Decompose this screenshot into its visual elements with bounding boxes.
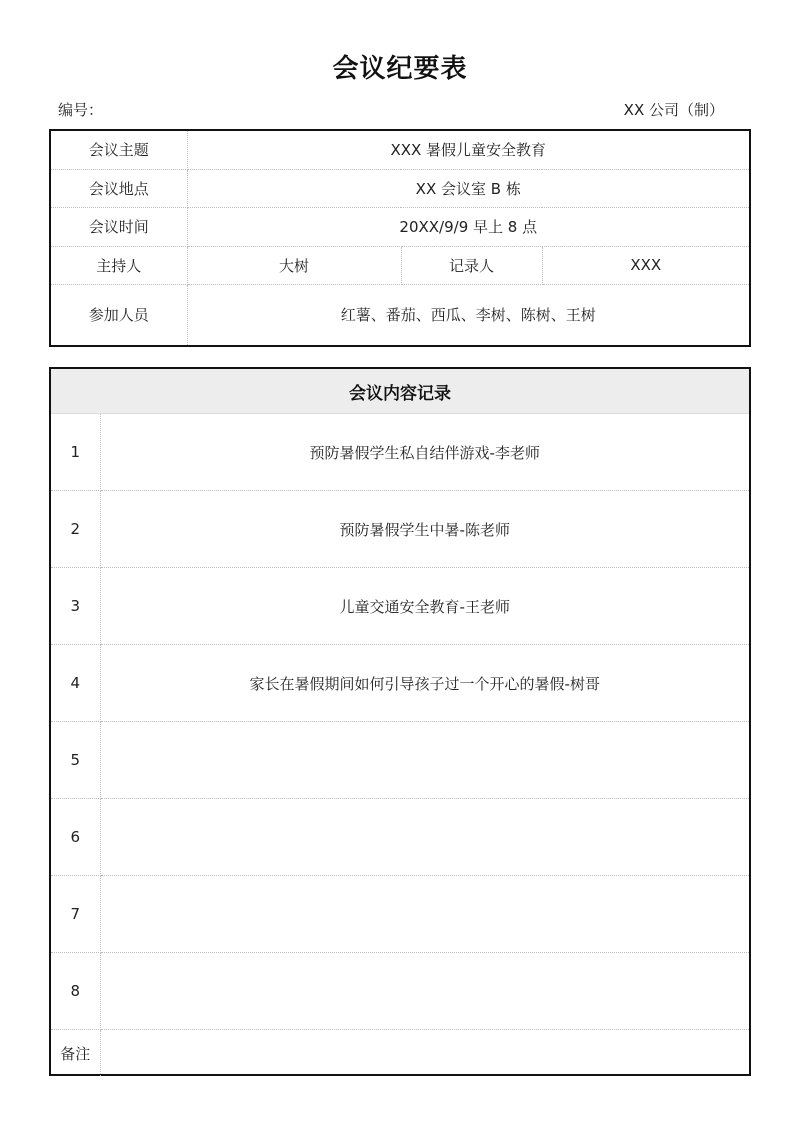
row-number: 8 bbox=[51, 953, 100, 1030]
row-number: 2 bbox=[51, 491, 100, 568]
row-text: 儿童交通安全教育-王老师 bbox=[100, 568, 749, 645]
page-title: 会议纪要表 bbox=[332, 54, 468, 84]
content-header-row bbox=[51, 369, 749, 414]
remark-label: 备注 bbox=[51, 1030, 100, 1077]
recorder-label: 记录人 bbox=[401, 246, 542, 284]
row-number: 5 bbox=[51, 722, 100, 799]
host-value: 大树 bbox=[187, 246, 401, 284]
content-row bbox=[51, 491, 749, 568]
topic-value: XXX 暑假儿童安全教育 bbox=[187, 131, 749, 169]
row-number: 3 bbox=[51, 568, 100, 645]
content-row bbox=[51, 645, 749, 722]
row-text: 家长在暑假期间如何引导孩子过一个开心的暑假-树哥 bbox=[100, 645, 749, 722]
topic-label: 会议主题 bbox=[51, 131, 187, 169]
host-label: 主持人 bbox=[51, 246, 187, 284]
meeting-info-table bbox=[49, 129, 751, 347]
attendees-value: 红薯、番茄、西瓜、李树、陈树、王树 bbox=[340, 306, 596, 325]
topic-row bbox=[51, 131, 749, 169]
host-recorder-row bbox=[51, 246, 749, 284]
document-number-label: 编号： bbox=[58, 101, 104, 119]
content-row bbox=[51, 876, 749, 953]
row-text: 预防暑假学生私自结伴游戏-李老师 bbox=[100, 414, 749, 491]
recorder-value: XXX bbox=[542, 246, 749, 284]
attendees-row bbox=[51, 284, 749, 345]
time-row bbox=[51, 208, 749, 246]
remark-value bbox=[100, 1030, 749, 1077]
company-label: XX 公司（制） bbox=[623, 101, 724, 119]
content-heading: 会议内容记录 bbox=[51, 369, 749, 414]
row-number: 1 bbox=[51, 414, 100, 491]
content-row bbox=[51, 722, 749, 799]
location-row bbox=[51, 169, 749, 207]
time-value: 20XX/9/9 早上 8 点 bbox=[187, 208, 749, 246]
row-text bbox=[100, 722, 749, 799]
row-number: 4 bbox=[51, 645, 100, 722]
content-row bbox=[51, 799, 749, 876]
content-row bbox=[51, 414, 749, 491]
location-value: XX 会议室 B 栋 bbox=[187, 169, 749, 207]
row-number: 7 bbox=[51, 876, 100, 953]
remark-row bbox=[51, 1030, 749, 1077]
content-row bbox=[51, 953, 749, 1030]
location-label: 会议地点 bbox=[51, 169, 187, 207]
row-text bbox=[100, 876, 749, 953]
row-number: 6 bbox=[51, 799, 100, 876]
row-text bbox=[100, 953, 749, 1030]
attendees-label: 参加人员 bbox=[51, 284, 187, 345]
row-text bbox=[100, 799, 749, 876]
time-label: 会议时间 bbox=[51, 208, 187, 246]
meeting-content-table bbox=[49, 367, 751, 1076]
content-row bbox=[51, 568, 749, 645]
row-text: 预防暑假学生中暑-陈老师 bbox=[100, 491, 749, 568]
